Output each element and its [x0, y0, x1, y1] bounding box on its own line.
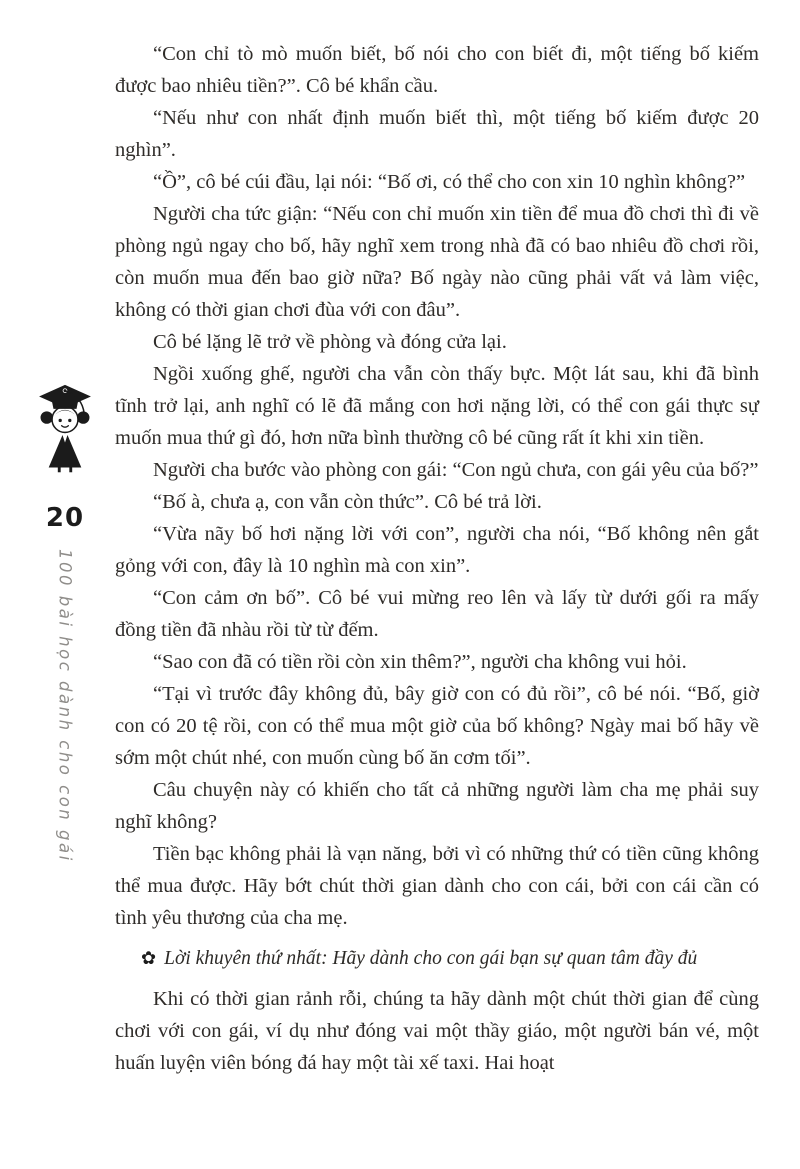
page-number: 20	[45, 503, 85, 533]
paragraph: “Nếu như con nhất định muốn biết thì, một tiếng bố kiếm được 20 nghìn”.	[115, 107, 759, 161]
paragraph: Khi có thời gian rảnh rỗi, chúng ta hãy dành một chút thời gian để cùng chơi với con gái, ví dụ như đóng vai một thầy giáo, một người bán vé, một huấn luyện viên bóng đá hay một tài xế taxi. Hai hoạt	[115, 988, 759, 1074]
paragraph: Cô bé lặng lẽ trở về phòng và đóng cửa lại.	[153, 331, 507, 353]
paragraph: “Bố à, chưa ạ, con vẫn còn thức”. Cô bé trả lời.	[153, 491, 542, 513]
paragraph: “Sao con đã có tiền rồi còn xin thêm?”, người cha không vui hỏi.	[153, 651, 687, 673]
paragraph: “Ồ”, cô bé cúi đầu, lại nói: “Bố ơi, có thể cho con xin 10 nghìn không?”	[153, 171, 746, 193]
paragraph: “Con cảm ơn bố”. Cô bé vui mừng reo lên và lấy từ dưới gối ra mấy đồng tiền đã nhàu rồi từ từ đếm.	[115, 587, 759, 641]
advice-heading	[115, 942, 759, 975]
book-series-title-vertical: 100 bài học dành cho con gái	[55, 549, 75, 863]
paragraph: Ngồi xuống ghế, người cha vẫn còn thấy bực. Một lát sau, khi đã bình tĩnh trở lại, anh nghĩ có lẽ đã mắng con hơi nặng lời, có thể con gái thực sự muốn mua thứ gì đó, hơn nữa bình thường cô bé cũng rất ít khi xin tiền.	[115, 363, 759, 449]
paragraph: “Vừa nãy bố hơi nặng lời với con”, người cha nói, “Bố không nên gắt gỏng với con, đây là 10 nghìn mà con xin”.	[115, 523, 759, 577]
advice-text: Lời khuyên thứ nhất: Hãy dành cho con gái bạn sự quan tâm đầy đủ	[164, 948, 698, 969]
graduate-girl-illustration	[35, 383, 95, 479]
flower-icon: ✿	[141, 948, 157, 968]
paragraph: Tiền bạc không phải là vạn năng, bởi vì có những thứ có tiền cũng không thể mua được. Hãy bớt chút thời gian dành cho con cái, bởi con cái cần có tình yêu thương của cha mẹ.	[115, 843, 759, 929]
paragraph: “Tại vì trước đây không đủ, bây giờ con có đủ rồi”, cô bé nói. “Bố, giờ con có 20 tệ rồi, con có thể mua một giờ của bố không? Ngày mai bố hãy về sớm một chút nhé, con muốn cùng bố ăn cơm tối”.	[115, 683, 759, 769]
page-content	[115, 38, 759, 1079]
paragraph: Người cha tức giận: “Nếu con chỉ muốn xin tiền để mua đồ chơi thì đi về phòng ngủ ngay cho bố, hãy nghĩ xem trong nhà đã có bao nhiêu đồ chơi rồi, còn muốn mua đến bao giờ nữa? Bố ngày nào cũng phải vất vả làm việc, không có thời gian chơi đùa với con đâu”.	[115, 203, 759, 321]
paragraph: “Con chỉ tò mò muốn biết, bố nói cho con biết đi, một tiếng bố kiếm được bao nhiêu tiền?”. Cô bé khẩn cầu.	[115, 43, 759, 97]
paragraph: Câu chuyện này có khiến cho tất cả những người làm cha mẹ phải suy nghĩ không?	[115, 779, 759, 833]
paragraph: Người cha bước vào phòng con gái: “Con ngủ chưa, con gái yêu của bố?”	[153, 459, 759, 481]
page-margin-sidebar	[28, 383, 102, 919]
